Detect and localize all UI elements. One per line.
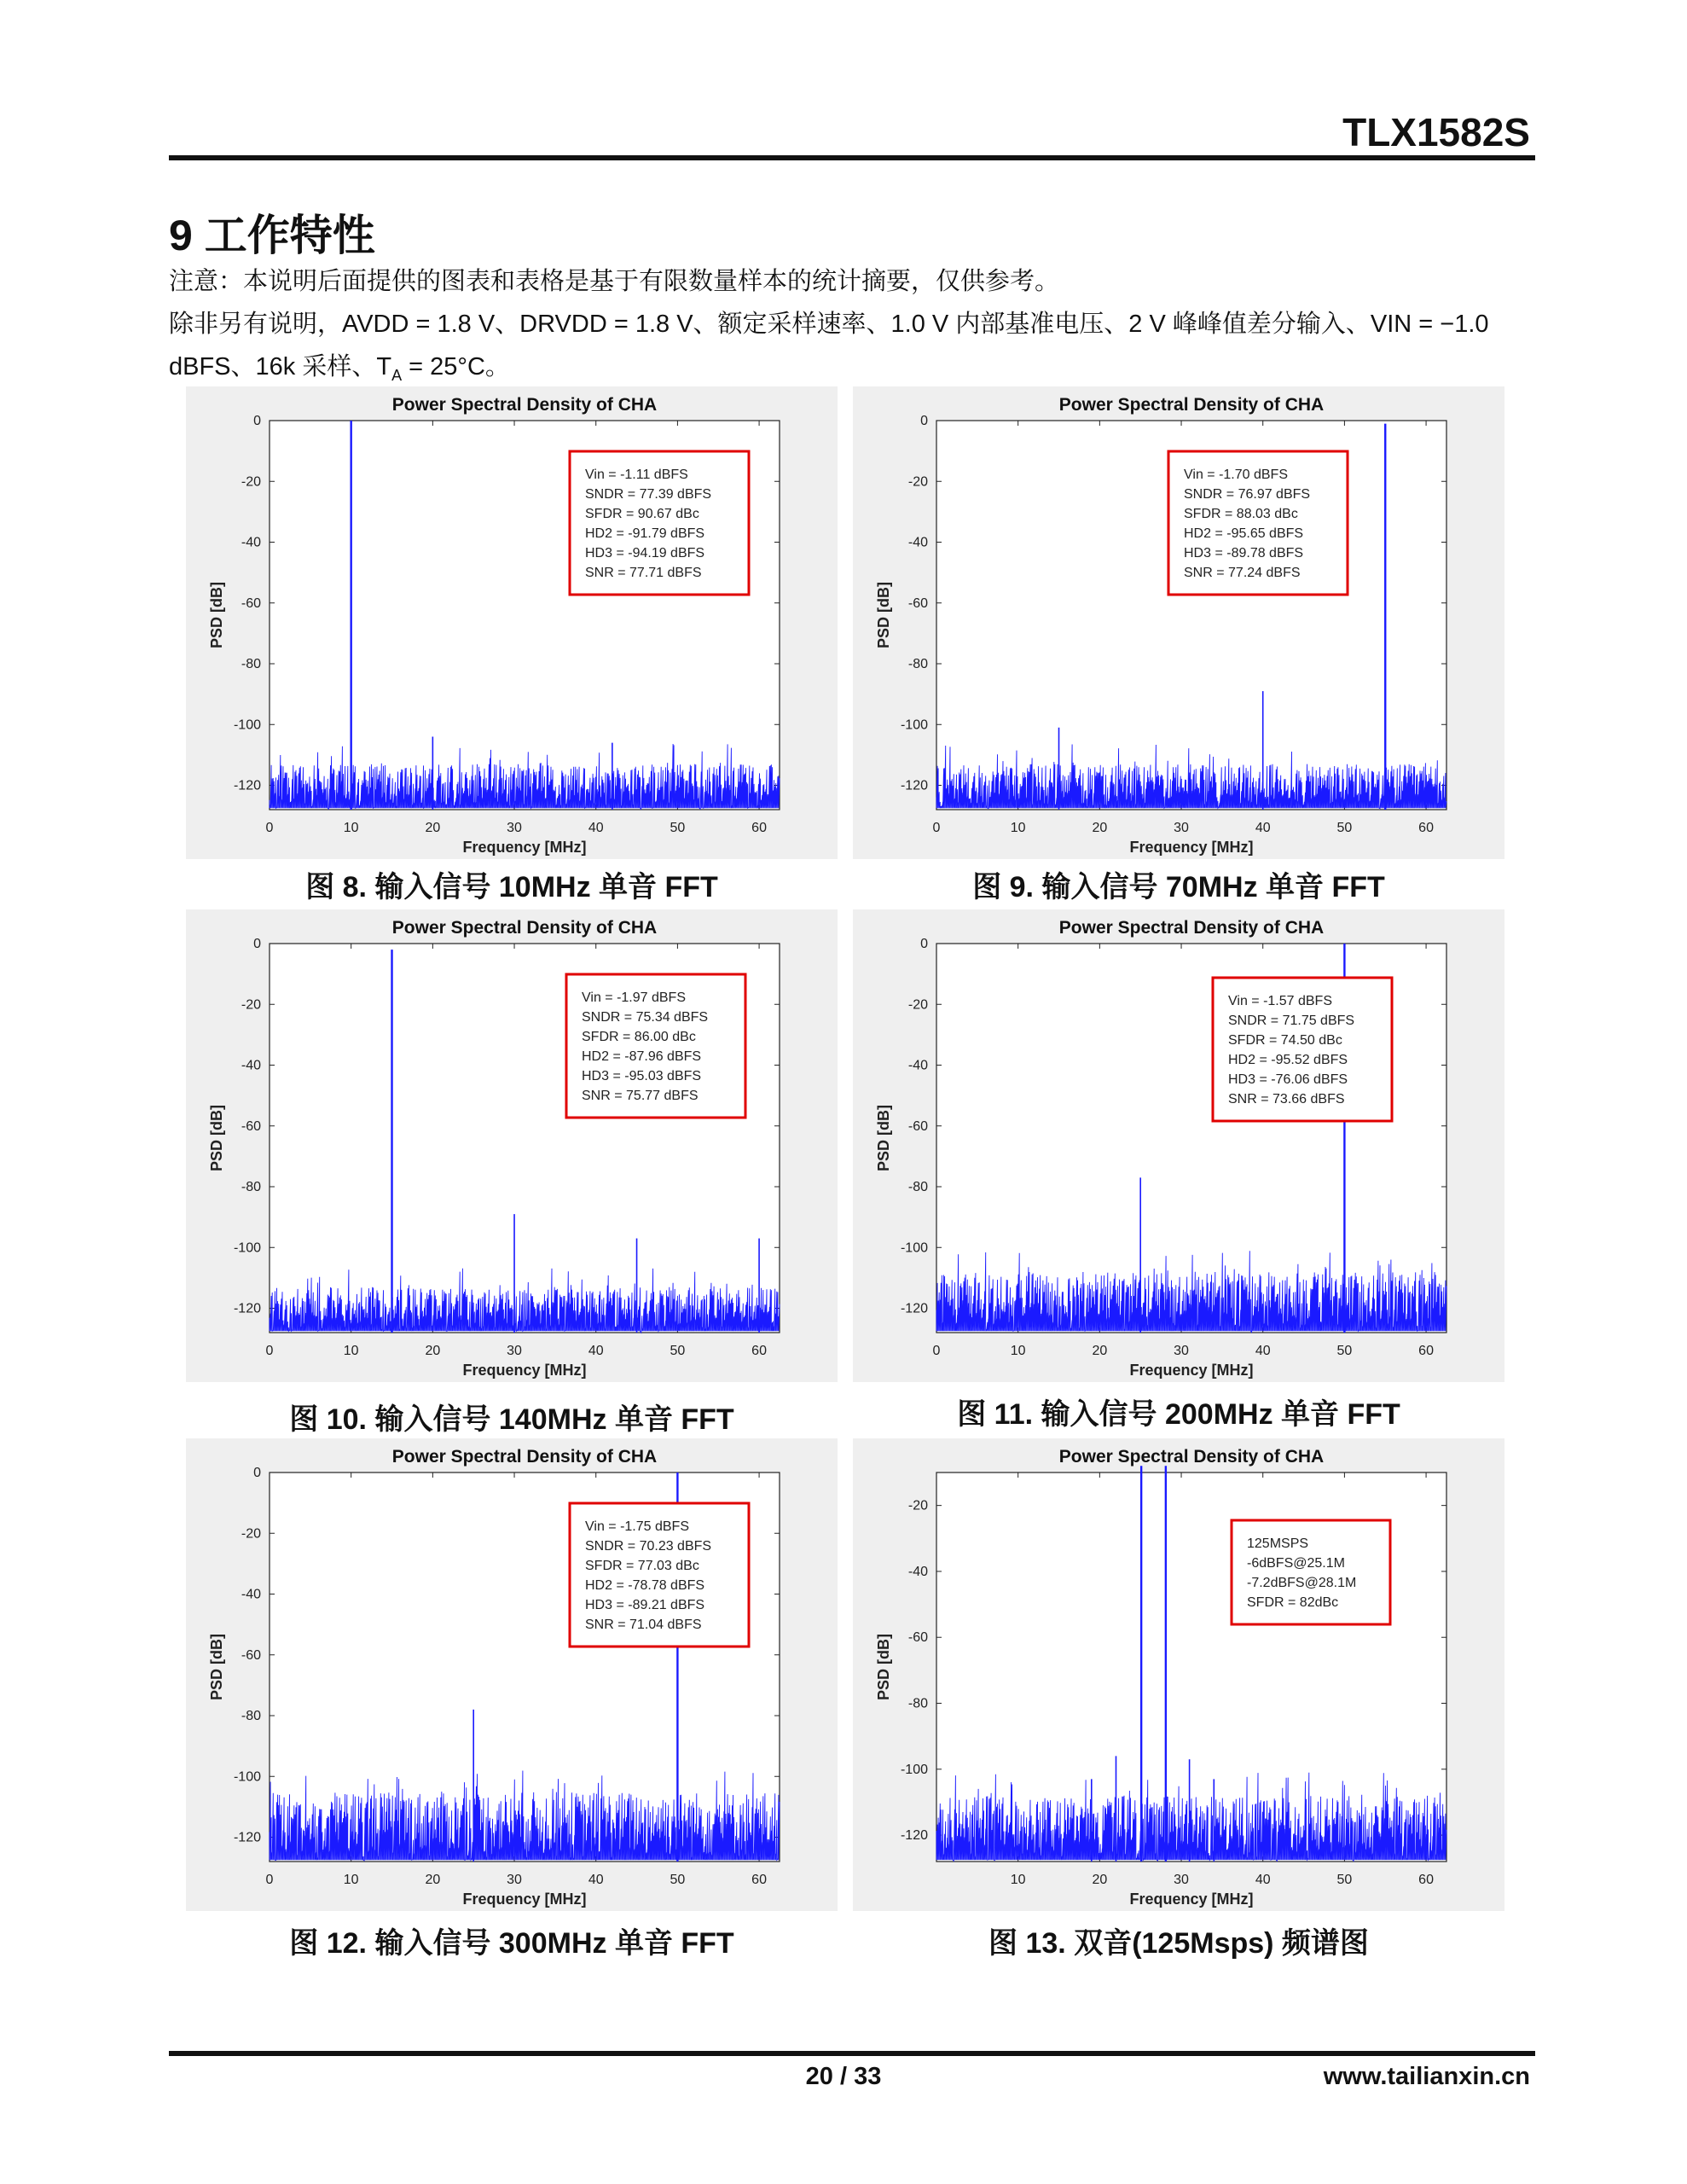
x-tick-label: 60: [1418, 1344, 1434, 1358]
x-tick-label: 20: [425, 1873, 441, 1887]
x-tick-label: 30: [507, 821, 522, 835]
metrics-line: HD3 = -94.19 dBFS: [585, 546, 705, 561]
x-tick-label: 30: [1174, 821, 1189, 835]
y-tick-label: -120: [900, 778, 928, 793]
metrics-line: SNR = 73.66 dBFS: [1228, 1092, 1345, 1107]
x-tick-label: 10: [1010, 821, 1026, 835]
y-axis-label: PSD [dB]: [208, 1634, 225, 1700]
y-tick-label: -100: [900, 717, 928, 733]
x-axis-label: Frequency [MHz]: [1129, 839, 1254, 856]
x-tick-label: 50: [670, 1873, 686, 1887]
y-tick-label: -20: [241, 474, 261, 490]
metrics-line: SFDR = 74.50 dBc: [1228, 1033, 1342, 1048]
caption-fig9: 图 9. 输入信号 70MHz 单音 FFT: [972, 871, 1385, 903]
y-tick-label: -40: [241, 1058, 261, 1073]
metrics-line: -6dBFS@25.1M: [1247, 1556, 1345, 1571]
x-tick-label: 0: [932, 1344, 941, 1358]
psd-chart-two-tone: [853, 1438, 1504, 1911]
metrics-line: HD3 = -76.06 dBFS: [1228, 1072, 1348, 1087]
psd-chart-200mhz: [853, 909, 1504, 1382]
y-tick-label: -80: [907, 1180, 928, 1194]
metrics-line: SNR = 77.71 dBFS: [585, 566, 702, 580]
y-tick-label: -120: [233, 1830, 261, 1845]
y-tick-label: -100: [900, 1240, 928, 1256]
y-tick-label: -80: [241, 1180, 261, 1194]
metrics-line: HD3 = -95.03 dBFS: [582, 1069, 702, 1083]
metrics-line: SNR = 77.24 dBFS: [1184, 566, 1301, 580]
y-tick-label: 0: [253, 937, 261, 951]
y-tick-label: 0: [253, 414, 261, 428]
x-tick-label: 40: [1255, 821, 1271, 835]
note-line-1: 注意：本说明后面提供的图表和表格是基于有限数量样本的统计摘要，仅供参考。: [169, 268, 1060, 295]
x-tick-label: 50: [1336, 821, 1353, 835]
caption-fig12: 图 12. 输入信号 300MHz 单音 FFT: [289, 1927, 734, 1960]
chart-title: Power Spectral Density of CHA: [1058, 918, 1325, 938]
x-tick-label: 20: [425, 1344, 441, 1358]
x-axis-label: Frequency [MHz]: [462, 1891, 587, 1908]
metrics-line: SFDR = 88.03 dBc: [1184, 507, 1298, 521]
x-tick-label: 10: [1010, 1873, 1026, 1887]
y-tick-label: -20: [907, 474, 928, 490]
x-tick-label: 0: [265, 1873, 274, 1887]
y-tick-label: -60: [907, 1630, 928, 1646]
section-title: 9 工作特性: [169, 212, 375, 259]
x-axis-label: Frequency [MHz]: [462, 839, 587, 856]
x-tick-label: 10: [1010, 1344, 1026, 1358]
metrics-line: Vin = -1.11 dBFS: [585, 468, 688, 482]
x-tick-label: 0: [265, 1344, 274, 1358]
metrics-line: SFDR = 90.67 dBc: [585, 507, 699, 521]
x-axis-label: Frequency [MHz]: [462, 1362, 587, 1379]
y-tick-label: -60: [241, 1118, 261, 1134]
x-tick-label: 40: [588, 1344, 604, 1358]
psd-chart-70mhz: [853, 386, 1504, 859]
y-tick-label: -120: [900, 1301, 928, 1316]
note-line-2: 除非另有说明，AVDD = 1.8 V、DRVDD = 1.8 V、额定采样速率、1.0 V 内部基准电压、2 V 峰峰值差分输入、VIN = −1.0 dBFS、16k 采样、$T_A = 25^\circ C$。: [169, 311, 1489, 384]
psd-chart-140mhz: [186, 909, 838, 1382]
footer-url: www.tailianxin.cn: [1323, 2063, 1530, 2090]
y-tick-label: -100: [900, 1762, 928, 1777]
x-tick-label: 50: [670, 1344, 686, 1358]
y-tick-label: 0: [253, 1466, 261, 1480]
metrics-line: Vin = -1.70 dBFS: [1184, 468, 1288, 482]
metrics-line: SNDR = 75.34 dBFS: [582, 1010, 709, 1025]
metrics-line: HD2 = -95.65 dBFS: [1184, 526, 1304, 541]
y-tick-label: -20: [241, 997, 261, 1013]
x-tick-label: 10: [343, 821, 359, 835]
y-tick-label: -100: [233, 1240, 261, 1256]
product-header: TLX1582S: [1342, 110, 1530, 154]
header-rule: [169, 155, 1535, 160]
metrics-line: HD2 = -91.79 dBFS: [585, 526, 705, 541]
y-tick-label: -60: [907, 1118, 928, 1134]
y-tick-label: -20: [241, 1526, 261, 1542]
x-tick-label: 30: [507, 1344, 522, 1358]
y-tick-label: -120: [233, 1301, 261, 1316]
x-tick-label: 40: [588, 821, 604, 835]
y-tick-label: -20: [907, 1498, 928, 1513]
x-tick-label: 50: [670, 821, 686, 835]
metrics-line: SFDR = 86.00 dBc: [582, 1030, 696, 1044]
y-tick-label: -60: [241, 1647, 261, 1663]
x-tick-label: 40: [1255, 1873, 1271, 1887]
x-tick-label: 50: [1336, 1344, 1353, 1358]
y-tick-label: 0: [920, 414, 928, 428]
x-tick-label: 60: [751, 1344, 767, 1358]
metrics-line: SNDR = 77.39 dBFS: [585, 487, 712, 502]
metrics-line: SNDR = 71.75 dBFS: [1228, 1014, 1355, 1028]
psd-svg: [186, 386, 838, 859]
x-tick-label: 30: [1174, 1873, 1189, 1887]
chart-title: Power Spectral Density of CHA: [391, 1447, 658, 1467]
caption-fig11: 图 11. 输入信号 200MHz 单音 FFT: [957, 1398, 1400, 1431]
y-tick-label: -40: [907, 1058, 928, 1073]
x-tick-label: 20: [425, 821, 441, 835]
y-axis-label: PSD [dB]: [208, 1105, 225, 1171]
caption-fig10: 图 10. 输入信号 140MHz 单音 FFT: [289, 1403, 734, 1436]
metrics-line: Vin = -1.75 dBFS: [585, 1519, 689, 1534]
y-axis-label: PSD [dB]: [875, 582, 892, 648]
y-tick-label: -60: [241, 595, 261, 611]
caption-fig13: 图 13. 双音(125Msps) 频谱图: [988, 1927, 1369, 1960]
metrics-line: SNDR = 76.97 dBFS: [1184, 487, 1311, 502]
psd-svg: [186, 909, 838, 1382]
y-tick-label: -40: [241, 535, 261, 550]
y-tick-label: -100: [233, 717, 261, 733]
x-axis-label: Frequency [MHz]: [1129, 1891, 1254, 1908]
psd-chart-300mhz: [186, 1438, 838, 1911]
x-tick-label: 0: [265, 821, 274, 835]
x-axis-label: Frequency [MHz]: [1129, 1362, 1254, 1379]
y-tick-label: -80: [907, 657, 928, 671]
page-number: 20 / 33: [805, 2063, 882, 2090]
x-tick-label: 20: [1092, 1344, 1108, 1358]
metrics-line: SNR = 71.04 dBFS: [585, 1618, 702, 1632]
metrics-line: HD3 = -89.21 dBFS: [585, 1598, 705, 1612]
metrics-line: SFDR = 82dBc: [1247, 1595, 1339, 1610]
metrics-line: SNDR = 70.23 dBFS: [585, 1539, 712, 1554]
metrics-line: SNR = 75.77 dBFS: [582, 1089, 699, 1103]
y-axis-label: PSD [dB]: [875, 1105, 892, 1171]
y-axis-label: PSD [dB]: [875, 1634, 892, 1700]
x-tick-label: 60: [1418, 1873, 1434, 1887]
x-tick-label: 10: [343, 1344, 359, 1358]
x-tick-label: 10: [343, 1873, 359, 1887]
y-tick-label: -80: [241, 657, 261, 671]
chart-title: Power Spectral Density of CHA: [1058, 395, 1325, 415]
chart-title: Power Spectral Density of CHA: [391, 395, 658, 415]
footer-rule: [169, 2051, 1535, 2056]
x-tick-label: 0: [932, 821, 941, 835]
psd-svg: [853, 1438, 1504, 1911]
y-tick-label: -40: [907, 1564, 928, 1579]
x-tick-label: 50: [1336, 1873, 1353, 1887]
x-tick-label: 60: [751, 821, 767, 835]
x-tick-label: 30: [507, 1873, 522, 1887]
y-axis-label: PSD [dB]: [208, 582, 225, 648]
x-tick-label: 20: [1092, 1873, 1108, 1887]
metrics-line: -7.2dBFS@28.1M: [1247, 1576, 1357, 1590]
metrics-line: 125MSPS: [1247, 1536, 1309, 1551]
y-tick-label: -80: [241, 1709, 261, 1723]
psd-svg: [186, 1438, 838, 1911]
metrics-line: SFDR = 77.03 dBc: [585, 1559, 699, 1573]
y-tick-label: -40: [907, 535, 928, 550]
chart-title: Power Spectral Density of CHA: [1058, 1447, 1325, 1467]
y-tick-label: 0: [920, 937, 928, 951]
x-tick-label: 20: [1092, 821, 1108, 835]
psd-chart-10mhz: [186, 386, 838, 859]
chart-title: Power Spectral Density of CHA: [391, 918, 658, 938]
y-tick-label: -60: [907, 595, 928, 611]
metrics-line: HD2 = -87.96 dBFS: [582, 1049, 702, 1064]
metrics-line: HD3 = -89.78 dBFS: [1184, 546, 1304, 561]
y-tick-label: -120: [900, 1828, 928, 1844]
metrics-line: HD2 = -95.52 dBFS: [1228, 1053, 1348, 1067]
y-tick-label: -120: [233, 778, 261, 793]
y-tick-label: -100: [233, 1769, 261, 1785]
metrics-line: Vin = -1.97 dBFS: [582, 990, 686, 1005]
psd-svg: [853, 386, 1504, 859]
x-tick-label: 40: [588, 1873, 604, 1887]
y-tick-label: -40: [241, 1587, 261, 1602]
y-tick-label: -20: [907, 997, 928, 1013]
metrics-line: HD2 = -78.78 dBFS: [585, 1578, 705, 1593]
metrics-line: Vin = -1.57 dBFS: [1228, 994, 1332, 1008]
x-tick-label: 60: [751, 1873, 767, 1887]
psd-svg: [853, 909, 1504, 1382]
x-tick-label: 40: [1255, 1344, 1271, 1358]
x-tick-label: 30: [1174, 1344, 1189, 1358]
x-tick-label: 60: [1418, 821, 1434, 835]
y-tick-label: -80: [907, 1696, 928, 1711]
caption-fig8: 图 8. 输入信号 10MHz 单音 FFT: [305, 871, 718, 903]
